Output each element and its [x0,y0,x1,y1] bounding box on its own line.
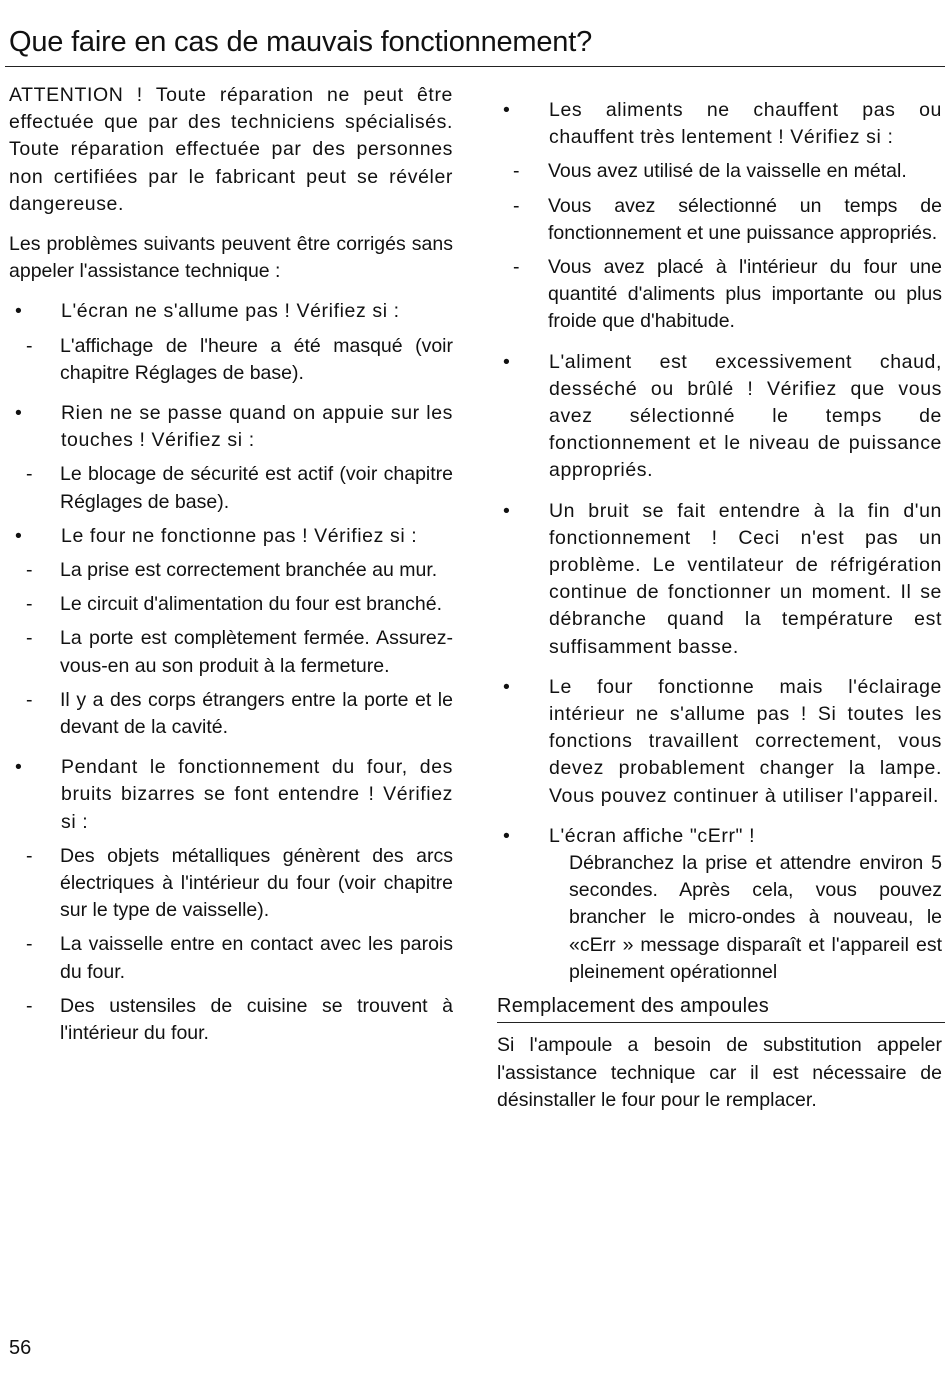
list-item [9,523,453,550]
bullet-icon: • [503,499,511,522]
sub-item-text: La porte est complètement fermée. Assurez-vous-en au son produit à la fermeture. [60,627,453,677]
sub-item-text: Des objets métalliques génèrent des arcs électriques à l'intérieur du four (voir chapitre sur le type de vaisselle). [60,844,453,922]
sub-item [497,193,942,247]
list-item-text: L'aliment est excessivement chaud, desséché ou brûlé ! Vérifiez que vous avez sélectionné le temps de fonctionnement et le niveau de puissance appropriés. [549,350,942,482]
bullet-icon: • [503,99,511,121]
intro-paragraph: Les problèmes suivants peuvent être corrigés sans appeler l'assistance technique : [9,233,453,283]
dash-icon: - [26,334,33,357]
page-title: Que faire en cas de mauvais fonctionnement? [9,26,593,58]
list-item-text: L'écran affiche "cErr" ! [549,824,756,847]
sub-item-text: L'affichage de l'heure a été masqué (voir chapitre Réglages de base). [60,334,453,384]
list-item-text: Les aliments ne chauffent pas ou chauffent très lentement ! Vérifiez si : [549,99,942,149]
lamp-paragraph: Si l'ampoule a besoin de substitution appeler l'assistance technique car il est nécessaire de désinstaller le four pour le remplacer. [497,1034,942,1111]
list-item-text: Rien ne se passe quand on appuie sur les touches ! Vérifiez si : [61,402,453,452]
sub-item-text: Vous avez sélectionné un temps de fonctionnement et une puissance appropriés. [548,194,942,244]
sub-item-text: Des ustensiles de cuisine se trouvent à l'intérieur du four. [60,994,453,1045]
list-item [9,298,453,325]
dash-icon: - [26,994,33,1017]
dash-icon: - [26,688,33,711]
sub-item [9,333,453,387]
sub-item [9,461,453,515]
page-number: 56 [9,1337,32,1359]
bullet-icon: • [503,675,511,698]
sub-item-text: Vous avez utilisé de la vaisselle en métal. [548,160,907,183]
bullet-icon: • [503,824,511,847]
lamp-heading: Remplacement des ampoules [497,995,770,1018]
lamp-heading-divider [497,1022,945,1023]
list-item-text: Un bruit se fait entendre à la fin d'un fonctionnement ! Ceci n'est pas un problème. Le ventilateur de réfrigération continue de fonctionner un moment. Il se débranche quand la température est suffisamment basse. [549,499,942,658]
right-column [497,97,942,1114]
title-divider [5,66,945,67]
dash-icon: - [513,160,520,183]
sub-item [9,843,453,925]
sub-item-text: Vous avez placé à l'intérieur du four une quantité d'aliments plus importante ou plus froide que d'habitude. [548,256,942,333]
left-column [9,82,453,1047]
dash-icon: - [513,194,520,217]
list-item-text: L'écran ne s'allume pas ! Vérifiez si : [61,300,400,323]
cerr-detail: Débranchez la prise et attendre environ 5 secondes. Après cela, vous pouvez brancher le micro-ondes à nouveau, le «cErr » message disparaît et l'appareil est pleinement opérationnel [569,852,942,983]
dash-icon: - [26,463,33,486]
sub-item [497,254,942,336]
warning-paragraph: ATTENTION ! Toute réparation ne peut être effectuée que par des techniciens spécialisés. Toute réparation effectuée par des personnes non certifiées par le fabricant peut se révéler dangereuse. [9,84,453,215]
sub-item [9,931,453,985]
sub-item-text: Il y a des corps étrangers entre la porte et le devant de la cavité. [60,688,453,739]
dash-icon: - [513,256,520,279]
sub-item [9,557,453,584]
sub-item-text: Le blocage de sécurité est actif (voir chapitre Réglages de base). [60,463,453,513]
bullet-icon: • [15,756,23,779]
list-item [497,498,942,661]
dash-icon: - [26,933,33,956]
list-item [497,823,942,850]
sub-item [9,625,453,679]
list-item [9,400,453,454]
list-item-text: Le four fonctionne mais l'éclairage intérieur ne s'allume pas ! Si toutes les fonctions travaillent correctement, vous devez probablement changer la lampe. Vous pouvez continuer à utiliser l'appareil. [549,675,942,807]
bullet-icon: • [15,300,23,323]
sub-item-text: Le circuit d'alimentation du four est branché. [60,593,443,616]
bullet-icon: • [15,402,23,425]
sub-item-text: La prise est correctement branchée au mur. [60,559,438,582]
sub-item [497,158,942,185]
list-item-text: Le four ne fonctionne pas ! Vérifiez si : [61,524,418,547]
list-item [497,349,942,485]
sub-item [9,687,453,741]
dash-icon: - [26,593,33,616]
dash-icon: - [26,559,33,582]
list-item-text: Pendant le fonctionnement du four, des bruits bizarres se font entendre ! Vérifiez si : [61,756,453,833]
sub-item [9,993,453,1047]
dash-icon: - [26,844,33,867]
dash-icon: - [26,627,33,650]
sub-item-text: La vaisselle entre en contact avec les parois du four. [60,933,453,983]
list-item [497,97,942,151]
sub-item [9,591,453,618]
list-item [9,754,453,836]
bullet-icon: • [503,350,511,373]
bullet-icon: • [15,524,23,547]
list-item [497,674,942,810]
